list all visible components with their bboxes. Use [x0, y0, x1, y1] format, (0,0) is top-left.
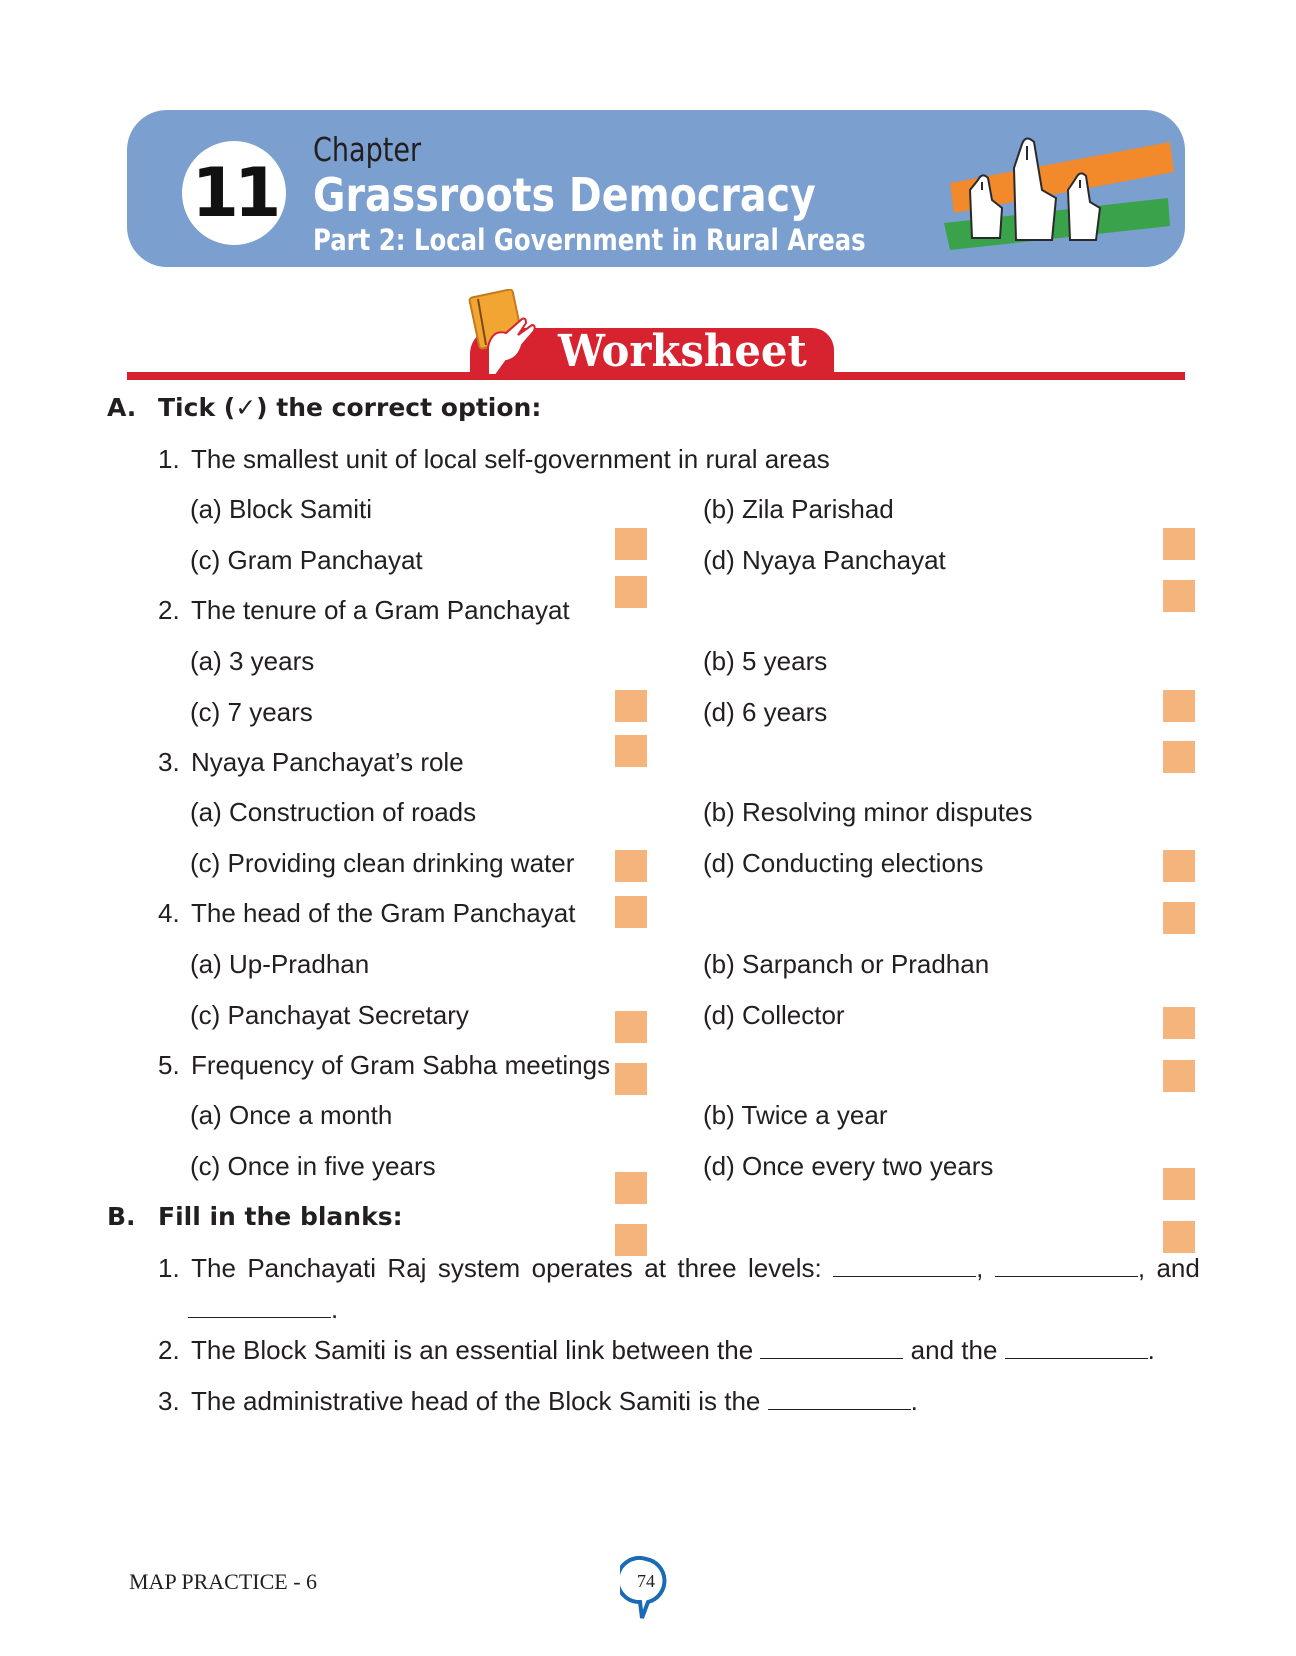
q3-option-c-checkbox[interactable]: [615, 896, 647, 928]
q4-option-c: (c) Panchayat Secretary: [190, 1000, 469, 1030]
q4-option-b-checkbox[interactable]: [1163, 1007, 1195, 1039]
question-5: 5. Frequency of Gram Sabha meetings: [158, 1050, 611, 1080]
q2-option-a: (a) 3 years: [190, 646, 315, 676]
blank-1a[interactable]: [833, 1256, 976, 1277]
q3-option-d: (d) Conducting elections: [703, 848, 984, 878]
q2-option-b: (b) 5 years: [703, 646, 828, 676]
question-3: 3. Nyaya Panchayat’s role: [158, 747, 464, 777]
q1-option-d: (d) Nyaya Panchayat: [703, 545, 946, 575]
q3-option-d-checkbox[interactable]: [1163, 902, 1195, 934]
q4-option-b: (b) Sarpanch or Pradhan: [703, 949, 990, 979]
q5-option-a-checkbox[interactable]: [615, 1172, 647, 1204]
q4-option-a-checkbox[interactable]: [615, 1011, 647, 1043]
fill-blank-2: 2. The Block Samiti is an essential link between the and the .: [158, 1335, 1155, 1365]
question-2: 2. The tenure of a Gram Panchayat: [158, 595, 570, 625]
chapter-label: Chapter: [313, 130, 422, 169]
q2-option-d-checkbox[interactable]: [1163, 741, 1195, 773]
q1-option-b: (b) Zila Parishad: [703, 494, 894, 524]
q5-option-b: (b) Twice a year: [703, 1100, 888, 1130]
question-4: 4. The head of the Gram Panchayat: [158, 898, 576, 928]
q4-option-c-checkbox[interactable]: [615, 1063, 647, 1095]
blank-3a[interactable]: [768, 1389, 911, 1410]
book-hand-icon: [466, 289, 544, 379]
page-number-badge: [620, 1556, 672, 1622]
q1-option-c-checkbox[interactable]: [615, 576, 647, 608]
q3-option-a: (a) Construction of roads: [190, 797, 477, 827]
q1-option-d-checkbox[interactable]: [1163, 580, 1195, 612]
q3-option-b: (b) Resolving minor disputes: [703, 797, 1033, 827]
page-number: 74: [637, 1571, 655, 1591]
q2-option-a-checkbox[interactable]: [615, 690, 647, 722]
q4-option-d: (d) Collector: [703, 1000, 845, 1030]
q5-option-c-checkbox[interactable]: [615, 1224, 647, 1256]
worksheet-title: Worksheet: [558, 326, 807, 377]
q2-option-d: (d) 6 years: [703, 697, 828, 727]
q5-option-d-checkbox[interactable]: [1163, 1221, 1195, 1253]
blank-2a[interactable]: [760, 1338, 903, 1359]
q1-option-a: (a) Block Samiti: [190, 494, 373, 524]
fill-blank-1: 1. The Panchayati Raj system operates at three levels: , , and .: [158, 1253, 1200, 1324]
blank-1c[interactable]: [188, 1297, 331, 1318]
q5-option-b-checkbox[interactable]: [1163, 1168, 1195, 1200]
q4-option-a: (a) Up-Pradhan: [190, 949, 370, 979]
q4-option-d-checkbox[interactable]: [1163, 1060, 1195, 1092]
section-b-title: Fill in the blanks:: [158, 1202, 403, 1231]
chapter-subtitle: Part 2: Local Government in Rural Areas: [313, 223, 866, 257]
q1-option-b-checkbox[interactable]: [1163, 528, 1195, 560]
q5-option-c: (c) Once in five years: [190, 1151, 436, 1181]
q5-option-d: (d) Once every two years: [703, 1151, 994, 1181]
q3-option-a-checkbox[interactable]: [615, 850, 647, 882]
section-b-letter: B.: [107, 1202, 136, 1231]
blank-2b[interactable]: [1005, 1338, 1148, 1359]
q1-option-a-checkbox[interactable]: [615, 528, 647, 560]
chapter-number: 11: [182, 141, 286, 245]
q2-option-c: (c) 7 years: [190, 697, 313, 727]
q1-option-c: (c) Gram Panchayat: [190, 545, 423, 575]
section-a-title: Tick (✓) the correct option:: [158, 393, 542, 422]
section-a-letter: A.: [107, 393, 137, 422]
book-title-footer: MAP PRACTICE - 6: [129, 1569, 318, 1594]
chapter-title: Grassroots Democracy: [313, 168, 816, 222]
q3-option-b-checkbox[interactable]: [1163, 850, 1195, 882]
q2-option-b-checkbox[interactable]: [1163, 690, 1195, 722]
blank-1b[interactable]: [995, 1256, 1138, 1277]
fill-blank-3: 3. The administrative head of the Block Samiti is the .: [158, 1386, 918, 1416]
q2-option-c-checkbox[interactable]: [615, 735, 647, 767]
question-1: 1. The smallest unit of local self-government in rural areas: [158, 444, 830, 474]
voting-fingers-illustration: [930, 128, 1190, 263]
q3-option-c: (c) Providing clean drinking water: [190, 848, 575, 878]
q5-option-a: (a) Once a month: [190, 1100, 393, 1130]
